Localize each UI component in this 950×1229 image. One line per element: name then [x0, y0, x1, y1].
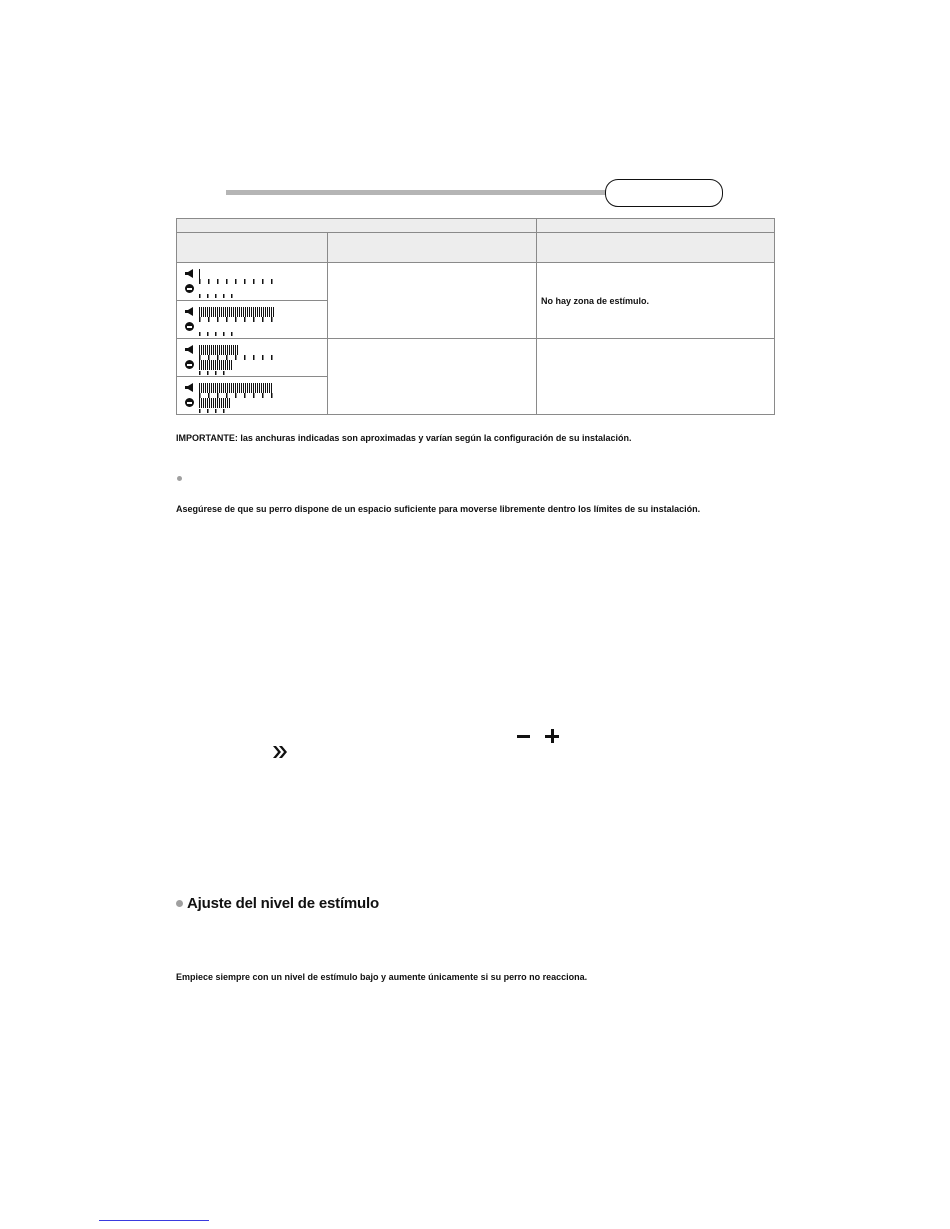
table-header-middle: [328, 233, 537, 263]
stop-ticks: [199, 332, 235, 336]
level-bar: [199, 269, 201, 279]
table-row: [177, 301, 328, 339]
minus-icon: [517, 735, 530, 738]
speaker-icon: [185, 269, 195, 278]
stop-icon: [185, 398, 194, 407]
stop-icon: [185, 360, 194, 369]
table-cell-right: [537, 339, 775, 415]
header-bar: [226, 190, 608, 195]
stop-bar: [199, 398, 231, 408]
level-bar: [199, 307, 275, 317]
level-ticks: [199, 279, 277, 284]
table-row: [177, 377, 328, 415]
section-bullet: [176, 900, 183, 907]
important-note: IMPORTANTE: las anchuras indicadas son aproximadas y varían según la configuración de su instalación.: [176, 433, 632, 443]
table-cell-middle: [328, 263, 537, 339]
double-chevron-icon: [272, 745, 288, 759]
stop-icon: [185, 322, 194, 331]
level-bar: [199, 383, 273, 393]
speaker-icon: [185, 307, 195, 316]
table-top-cell: [177, 219, 537, 233]
start-note: Empiece siempre con un nivel de estímulo bajo y aumente únicamente si su perro no reacciona.: [176, 972, 588, 982]
table-top-cell-right: [537, 219, 775, 233]
no-zone-cell: [537, 263, 775, 339]
stop-bar: [199, 360, 233, 370]
speaker-icon: [185, 383, 195, 392]
table-cell-middle: [328, 339, 537, 415]
stimulus-table: [176, 218, 774, 416]
table-row: [177, 339, 328, 377]
table-header-level: [177, 233, 328, 263]
no-zone-text: No hay zona de estímulo.: [541, 295, 650, 306]
stop-ticks: [199, 371, 229, 375]
footer-line: [99, 1220, 209, 1221]
speaker-icon: [185, 345, 195, 354]
stop-ticks: [199, 409, 231, 413]
level-bar: [199, 345, 239, 355]
plus-icon: [545, 729, 559, 743]
table-row: [177, 263, 328, 301]
section-title: Ajuste del nivel de estímulo: [187, 895, 379, 912]
space-note: Asegúrese de que su perro dispone de un espacio suficiente para moverse libremente dentro los límites de su instalación.: [176, 504, 701, 514]
level-ticks: [199, 317, 277, 322]
bullet-dot: [177, 476, 182, 481]
stop-ticks: [199, 294, 235, 298]
table-header-right: [537, 233, 775, 263]
header-pill: [605, 179, 723, 207]
stop-icon: [185, 284, 194, 293]
